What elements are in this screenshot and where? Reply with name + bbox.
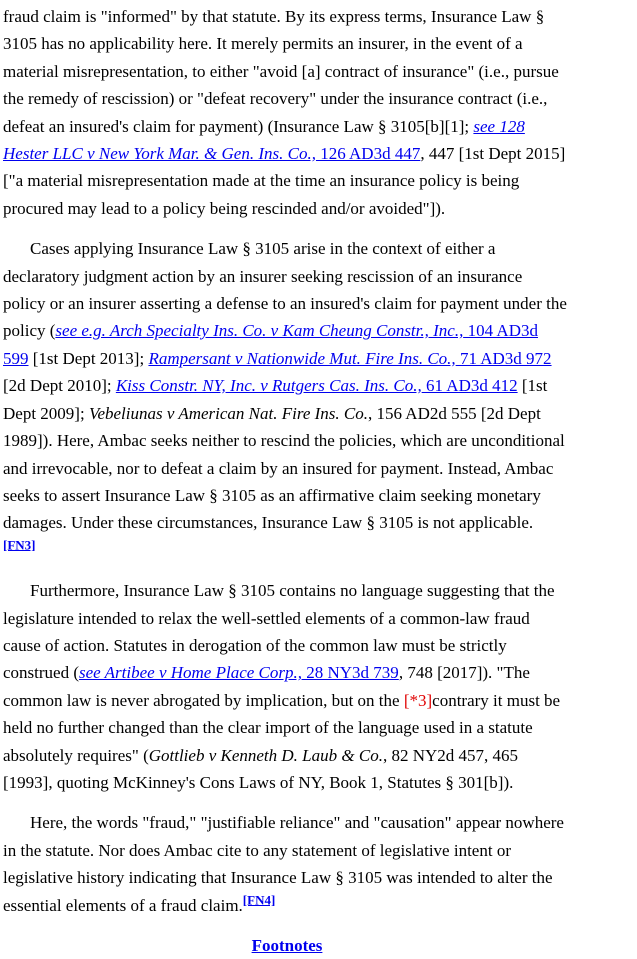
body-text: , 447 [1st Dept 2015] [420, 144, 566, 164]
text-line [3, 30, 633, 57]
text-line [3, 400, 633, 427]
body-text: in the statute. Nor does Ambac cite to any statement of legislative intent or [3, 840, 511, 860]
paragraph [3, 3, 633, 222]
case-citation-link[interactable]: Rampersant v Nationwide Mut. Fire Ins. Co., [148, 348, 456, 368]
body-text: common law is never abrogated by implication, but on the [3, 690, 404, 710]
body-text: legislature intended to relax the well-settled elements of a common-law fraud [3, 608, 530, 628]
body-text: [1st [517, 376, 548, 396]
text-line [3, 632, 633, 659]
text-line [3, 769, 633, 796]
case-citation-link[interactable]: 599 [3, 348, 29, 368]
body-text: policy or an insurer asserting a defense to an insured's claim for payment under the [3, 294, 567, 314]
body-text: [2d Dept 2010]; [3, 376, 116, 396]
body-text: Cases applying Insurance Law § 3105 arise in the context of either a [30, 239, 496, 259]
body-text: the remedy of rescission) or "defeat recovery" under the insurance contract (i.e., [3, 89, 548, 109]
text-line [3, 687, 633, 714]
text-line [3, 58, 633, 85]
body-text: , 156 AD2d 555 [2d Dept [368, 403, 541, 423]
body-text: [1st Dept 2013]; [28, 348, 149, 368]
opinion-paragraphs [3, 3, 633, 919]
text-line [3, 742, 633, 769]
text-line [3, 482, 633, 509]
text-line [3, 372, 633, 399]
body-text: held no further changed than the clear import of the language used in a statute [3, 718, 533, 738]
body-text: construed ( [3, 663, 80, 683]
body-text: cause of action. Statutes in derogation of the common law must be strictly [3, 635, 507, 655]
text-line [3, 577, 633, 604]
text-line [3, 837, 633, 864]
paragraph [3, 809, 633, 919]
text-line [3, 809, 633, 836]
body-text: declaratory judgment action by an insurer seeking rescission of an insurance [3, 266, 523, 286]
case-citation-link[interactable]: see 128 [473, 116, 525, 136]
paragraph [3, 235, 633, 564]
footnotes-heading[interactable]: Footnotes [251, 936, 323, 955]
page-marker: [*3] [403, 690, 433, 710]
case-name-italic: Gottlieb v Kenneth D. Laub & Co. [148, 745, 383, 765]
text-line [3, 140, 633, 167]
text-line [3, 167, 633, 194]
text-line [3, 113, 633, 140]
body-text: fraud claim is "informed" by that statute. By its express terms, Insurance Law § [3, 7, 545, 26]
text-line [3, 290, 633, 317]
text-line [3, 263, 633, 290]
body-text: legislative history indicating that Insurance Law § 3105 was intended to alter the [3, 868, 553, 888]
body-text: material misrepresentation, to either "avoid [a] contract of insurance" (i.e., pursue [3, 61, 559, 81]
body-text: , 82 NY2d 457, 465 [382, 745, 519, 765]
text-line [3, 659, 633, 686]
body-text: defeat an insured's claim for payment) (Insurance Law § 3105[b][1]; [3, 116, 474, 136]
footnote-link[interactable]: [FN4] [242, 891, 276, 907]
case-citation-link[interactable]: Kiss Constr. NY, Inc. v Rutgers Cas. Ins. Co., [115, 376, 422, 396]
body-text: 1989]). Here, Ambac seeks neither to rescind the policies, which are unconditional [3, 431, 565, 451]
body-text: , 748 [2017]). "The [398, 663, 530, 683]
text-line [3, 85, 633, 112]
text-line [3, 864, 633, 891]
body-text: procured may lead to a policy being rescinded and/or avoided"]). [3, 198, 446, 218]
case-citation-link[interactable]: 28 NY3d 739 [302, 663, 399, 683]
case-citation-link[interactable]: 104 AD3d [463, 321, 538, 341]
case-citation-link[interactable]: 61 AD3d 412 [421, 376, 518, 396]
body-text: essential elements of a fraud claim. [3, 895, 243, 915]
text-line [3, 509, 633, 536]
text-line [3, 235, 633, 262]
text-line [3, 714, 633, 741]
case-citation-link[interactable]: 126 AD3d 447 [315, 144, 421, 164]
body-text: ["a material misrepresentation made at the time an insurance policy is being [3, 171, 520, 191]
case-citation-link[interactable]: see Artibee v Home Place Corp., [79, 663, 302, 683]
text-line [3, 892, 633, 919]
text-line [3, 3, 633, 30]
body-text: Dept 2009]; [3, 403, 89, 423]
text-line [3, 455, 633, 482]
text-line [3, 345, 633, 372]
case-citation-link[interactable]: 71 AD3d 972 [455, 348, 552, 368]
body-text: damages. Under these circumstances, Insurance Law § 3105 is not applicable. [3, 513, 534, 533]
body-text: policy ( [3, 321, 56, 341]
case-citation-link[interactable]: Hester LLC v New York Mar. & Gen. Ins. Co., [3, 144, 316, 164]
text-line [3, 317, 633, 344]
body-text: Furthermore, Insurance Law § 3105 contains no language suggesting that the [30, 581, 555, 601]
body-text: [1993], quoting McKinney's Cons Laws of NY, Book 1, Statutes § 301[b]). [3, 772, 514, 792]
body-text: absolutely requires" ( [3, 745, 149, 765]
body-text: and irrevocable, nor to defeat a claim by an insured for payment. Instead, Ambac [3, 458, 554, 478]
case-citation-link[interactable]: see e.g. Arch Specialty Ins. Co. v Kam Cheung Constr., Inc., [55, 321, 464, 341]
text-line [3, 195, 633, 222]
body-text: seeks to assert Insurance Law § 3105 as an affirmative claim seeking monetary [3, 485, 541, 505]
body-text: Here, the words "fraud," "justifiable reliance" and "causation" appear nowhere [30, 813, 564, 833]
text-line [3, 427, 633, 454]
text-line [3, 605, 633, 632]
body-text: contrary it must be [432, 690, 561, 710]
case-name-italic: Vebeliunas v American Nat. Fire Ins. Co. [88, 403, 368, 423]
text-line [3, 537, 633, 564]
footnote-link[interactable]: [FN3] [3, 537, 36, 553]
paragraph [3, 577, 633, 796]
body-text: 3105 has no applicability here. It merely permits an insurer, in the event of a [3, 34, 523, 54]
